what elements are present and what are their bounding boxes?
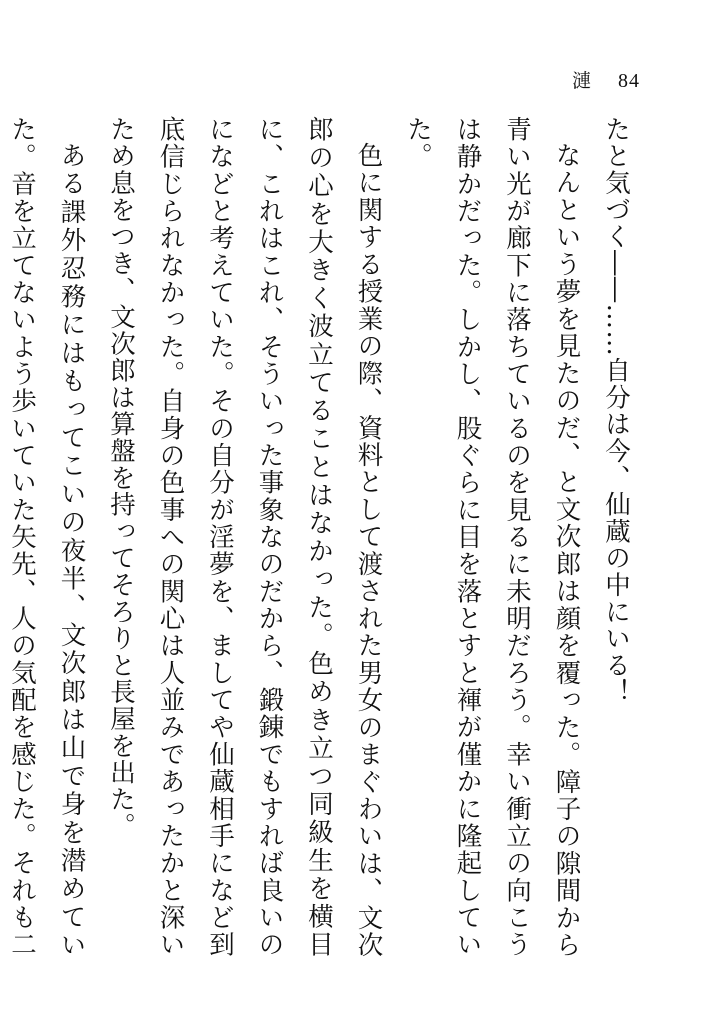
- page-header: [572, 66, 640, 93]
- paragraph-4: ある課外忍務にはもってこいの夜半、文次郎は山で身を潜めていた。音を立てないよう歩いていた矢先、人の気配を感じた。それも二: [7, 116, 87, 958]
- paragraph-2: なんという夢を見たのだ、と文次郎は顔を覆った。障子の隙間から青い光が廊下に落ちているのを見るに未明だろう。幸い衝立の向こうは静かだった。しかし、股ぐらに目を落とすと褌が僅かに隆起していた。: [403, 116, 582, 958]
- page-number: 84: [618, 70, 640, 92]
- body-text: [7, 116, 640, 958]
- chapter-title: 漣: [571, 70, 592, 92]
- paragraph-3: 色に関する授業の際、資料として渡された男女のまぐわいは、文次郎の心を大きく波立てることはなかった。色めき立つ同級生を横目に、これはこれ、そういった事象なのだから、鍛錬でもすれば良いのになどと考えていた。その自分が淫夢を、ましてや仙蔵相手になど到底信じられなかった。自身の色事への関心は人並みであったかと深いため息をつき、文次郎は算盤を持ってそろりと長屋を出た。: [106, 116, 384, 958]
- paragraph-1: たと気づく――……自分は今、仙蔵の中にいる！: [601, 116, 631, 706]
